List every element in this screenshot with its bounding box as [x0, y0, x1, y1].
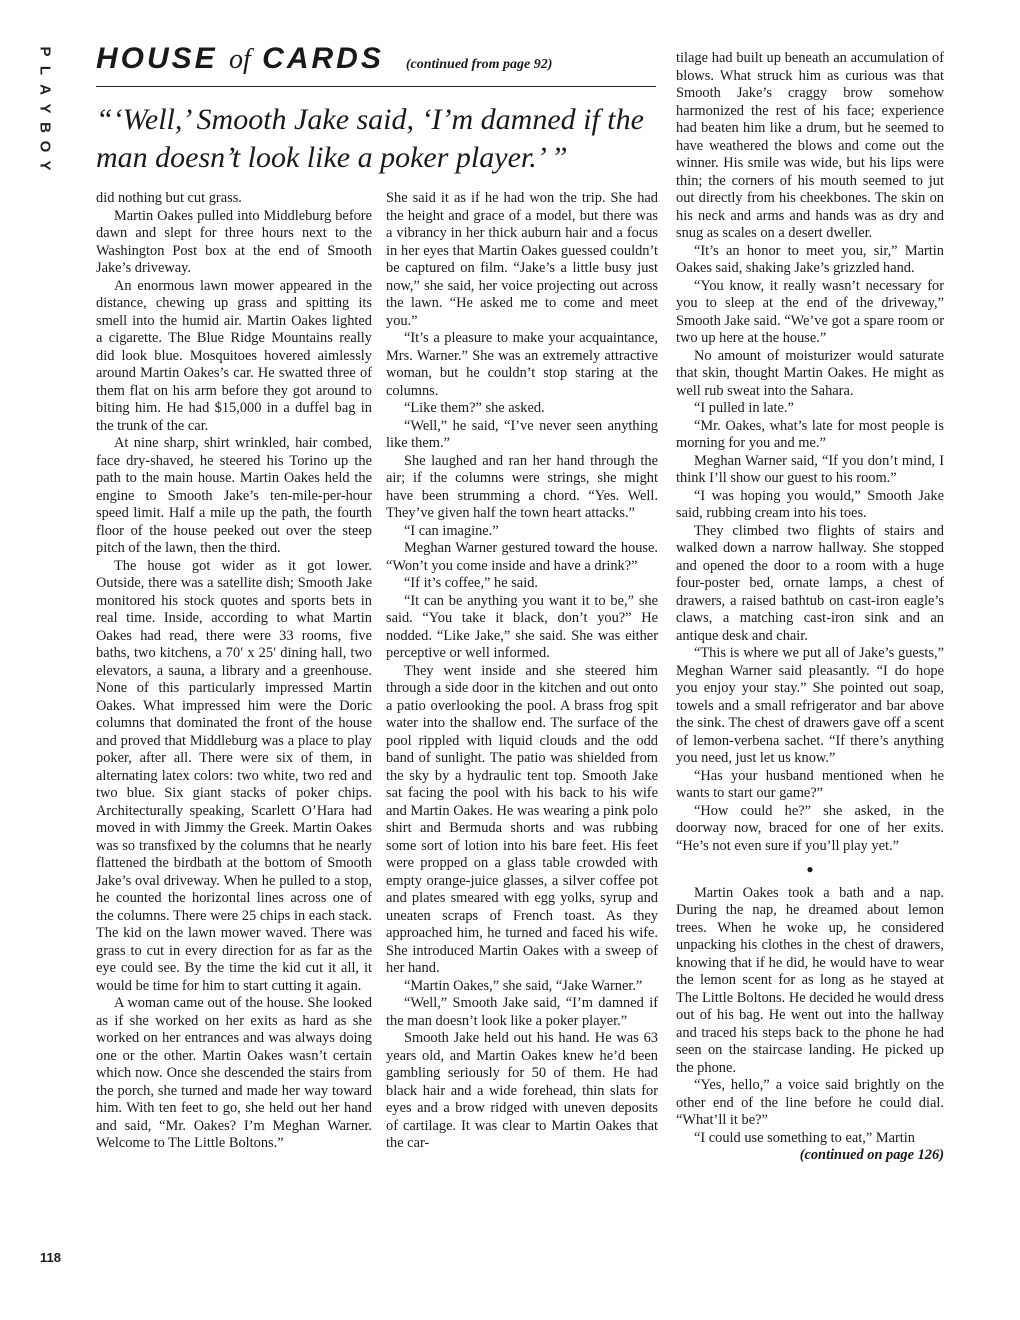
paragraph: tilage had built up beneath an accumulation of blows. What struck him as curious was that Smooth Jake’s craggy brow somehow harmonized the rest of his face; experience had beaten him like a drum, but he seemed to have weathered the blows and come out the winner. His smile was wide, but his lips were thin; the corners of his mouth seemed to jut out directly from his cheekbones. The skin on his neck and arms and hands was as dry and snug as scales on a desert dweller.: [676, 50, 944, 241]
page-number: 118: [40, 1250, 61, 1265]
article-header: [96, 42, 656, 177]
pull-quote: “‘Well,’ Smooth Jake said, ‘I’m damned if the man doesn’t look like a poker player.’ ”: [96, 103, 644, 174]
paragraph: She said it as if he had won the trip. She had the height and grace of a model, but there was a vibrancy in her thick auburn hair and a focus in her eyes that Martin Oakes guessed couldn’t be captured on film. “Jake’s a little busy just now,” she said, her voice projecting out across the lawn. “He asked me to come and meet you.”: [386, 190, 658, 329]
paragraph: “I can imagine.”: [404, 522, 499, 539]
paragraph: “Well,” he said, “I’ve never seen anything like them.”: [386, 417, 658, 451]
masthead-letter: O: [36, 140, 54, 153]
paragraph: No amount of moisturizer would saturate that skin, thought Martin Oakes. He might as well rub sweat into the Sahara.: [676, 347, 944, 399]
paragraph: An enormous lawn mower appeared in the distance, chewing up grass and spitting its smell into the humid air. Martin Oakes lighted a cigarette. The Blue Ridge Mountains really did look blue. Mosquitoes hovered aimlessly around Martin Oakes’s car. He swatted three of them flat on his arm before they got around to biting him. He had $15,000 in a duffel bag in the trunk of the car.: [96, 277, 372, 434]
paragraph: “Like them?” she asked.: [404, 400, 545, 416]
text-column-1: [96, 190, 372, 1153]
article-title: [96, 42, 384, 76]
paragraph: “It can be anything you want it to be,” she said. “You take it black, don’t you?” He nodded. “Like Jake,” she said. She was either perceptive or well informed.: [386, 592, 658, 661]
paragraph: At nine sharp, shirt wrinkled, hair combed, face dry-shaved, he steered his Torino up the path to the main house. Martin Oakes held the engine to Smooth Jake’s ten-mile-per-hour speed limit. Half a mile up the path, the fourth floor of the house peeked out over the steep pitch of the lawn, then the third.: [96, 435, 372, 556]
paragraph: “How could he?” she asked, in the doorway now, braced for one of her exits. “He’s not even sure if you’ll play yet.”: [676, 802, 944, 854]
masthead-letter: L: [36, 65, 54, 76]
paragraph: She laughed and ran her hand through the air; if the columns were strings, she might have been strumming a chord. “Yes. Well. They’ve given half the town heart attacks.”: [386, 452, 658, 521]
paragraph: They climbed two flights of stairs and walked down a narrow hallway. She stopped and opened the door to a room with a huge four-poster bed, ornate lamps, a chest of drawers, a raised bathtub on cast-iron eagle’s claws, a matching cast-iron sink and an antique desk and chair.: [676, 522, 944, 644]
masthead-letter: Y: [36, 103, 54, 114]
paragraph: “I could use something to eat,” Martin: [694, 1129, 915, 1146]
title-row: [96, 42, 656, 76]
paragraph: “I pulled in late.”: [694, 400, 794, 416]
masthead-letter: P: [36, 46, 54, 57]
paragraph: Martin Oakes took a bath and a nap. During the nap, he dreamed about lemon trees. When he woke up, he considered unpacking his clothes in the chest of drawers, knowing that if he did, he would have to wear the lemon scent for as long as he stayed at The Little Boltons. He decided he would dress out of his bag. He went out into the hallway and traced his steps back to the phone he had seen on the staircase landing. He picked up the phone.: [676, 884, 944, 1076]
masthead-letter: Y: [36, 160, 54, 171]
paragraph: Martin Oakes pulled into Middleburg before dawn and slept for three hours next to the Washington Post box at the end of Smooth Jake’s driveway.: [96, 207, 372, 276]
text-column-3: [676, 50, 944, 1165]
magazine-masthead-vertical: [34, 42, 56, 175]
paragraph: Meghan Warner said, “If you don’t mind, I think I’ll show our guest to his room.”: [676, 452, 944, 486]
section-break-dot: ●: [806, 862, 814, 876]
paragraph: Smooth Jake held out his hand. He was 63 years old, and Martin Oakes knew he’d been gambling seriously for 50 of them. He had black hair and a wide forehead, thin slats for eyes and a brow ridged with uneven deposits of cartilage. It was clear to Martin Oakes that the car-: [386, 1030, 658, 1151]
paragraph: “Has your husband mentioned when he wants to start our game?”: [676, 767, 944, 801]
paragraph: Meghan Warner gestured toward the house. “Won’t you come inside and have a drink?”: [386, 540, 658, 574]
paragraph: “I was hoping you would,” Smooth Jake said, rubbing cream into his toes.: [676, 487, 944, 521]
title-part: HOUSE: [96, 42, 218, 75]
masthead-letter: B: [36, 122, 54, 133]
title-part: CARDS: [262, 42, 384, 75]
paragraph: “This is where we put all of Jake’s guests,” Meghan Warner said pleasantly. “I do hope you enjoy your stay.” She pointed out soap, towels and a small refrigerator and bar above the sink. The chest of drawers gave off a scent of lemon-verbena sachet. “If there’s anything you need, just let us know.”: [676, 645, 944, 766]
paragraph: “If it’s coffee,” he said.: [404, 575, 538, 591]
paragraph: “Well,” Smooth Jake said, “I’m damned if the man doesn’t look like a poker player.”: [386, 995, 658, 1029]
header-rule: [96, 86, 656, 87]
paragraph: “Yes, hello,” a voice said brightly on the other end of the line before he could dial. “What’ll it be?”: [676, 1077, 944, 1128]
continued-to-note: (continued on page 126): [799, 1147, 944, 1163]
paragraph: A woman came out of the house. She looked as if she worked on her exits as hard as she worked on her entrances and was always doing one or the other. Martin Oakes wasn’t certain which now. Once she descended the stairs from the porch, she turned and made her way toward him. With ten feet to go, she held out her hand and said, “Mr. Oakes? I’m Meghan Warner. Welcome to The Little Boltons.”: [96, 995, 372, 1151]
paragraph: “Martin Oakes,” she said, “Jake Warner.”: [404, 977, 643, 994]
continued-from-note: (continued from page 92): [405, 57, 553, 72]
paragraph: “You know, it really wasn’t necessary for you to sleep at the end of the driveway,” Smooth Jake said. “We’ve got a spare room or two up here at the house.”: [676, 277, 944, 346]
paragraph: “Mr. Oakes, what’s late for most people is morning for you and me.”: [676, 417, 944, 451]
text-column-2: [386, 190, 658, 1153]
paragraph: “It’s a pleasure to make your acquaintance, Mrs. Warner.” She was an extremely attractive woman, but he couldn’t stop staring at the columns.: [386, 330, 658, 399]
paragraph: The house got wider as it got lower. Outside, there was a satellite dish; Smooth Jake monitored his stock quotes and sports bets in real time. Inside, according to what Martin Oakes had read, there were 33 rooms, five baths, two kitchens, a 70′ x 25′ dining hall, two elevators, a sauna, a library and a greenhouse. None of this particularly impressed Martin Oakes. What impressed him were the Doric columns that dominated the front of the house and proved that Middleburg was a place to play poker, after all. There were six of them, in alternating latex colors: two white, two red and two blue. Six giant stacks of poker chips. Architecturally speaking, Scarlett O’Hara had moved in with Jimmy the Greek. Martin Oakes was so transfixed by the columns that he nearly flattened the birdbath at the bottom of Smooth Jake’s oval driveway. When he pulled to a stop, he counted the horizontal lines across one of the columns. There were 25 chips in each stack. The kid on the lawn mower waved. There was grass to cut in every direction for as far as the eye could see. By the time the kid cut it all, it would be time for him to start cutting it again.: [96, 557, 372, 994]
paragraph: They went inside and she steered him through a side door in the kitchen and out onto a patio overlooking the pool. A brass frog spit water into the shallow end. The surface of the pool rippled with liquid clouds and the odd band of sunlight. The patio was shielded from the sky by a hydraulic tent top. Smooth Jake sat facing the pool with his back to his wife and Martin Oakes. He was wearing a pink polo shirt and Bermuda shorts and was rubbing some sort of lotion into his bare feet. His feet were propped on a glass table crowded with empty orange-juice glasses, a silver coffee pot and plates smeared with egg yolks, syrup and uneaten scraps of French toast. As they approached him, he turned and faced his wife. She introduced Martin Oakes with a sweep of her hand.: [386, 662, 658, 976]
paragraph: “It’s an honor to meet you, sir,” Martin Oakes said, shaking Jake’s grizzled hand.: [676, 242, 944, 276]
paragraph: did nothing but cut grass.: [96, 190, 242, 206]
masthead-letter: A: [36, 84, 54, 95]
title-part: of: [229, 44, 251, 75]
